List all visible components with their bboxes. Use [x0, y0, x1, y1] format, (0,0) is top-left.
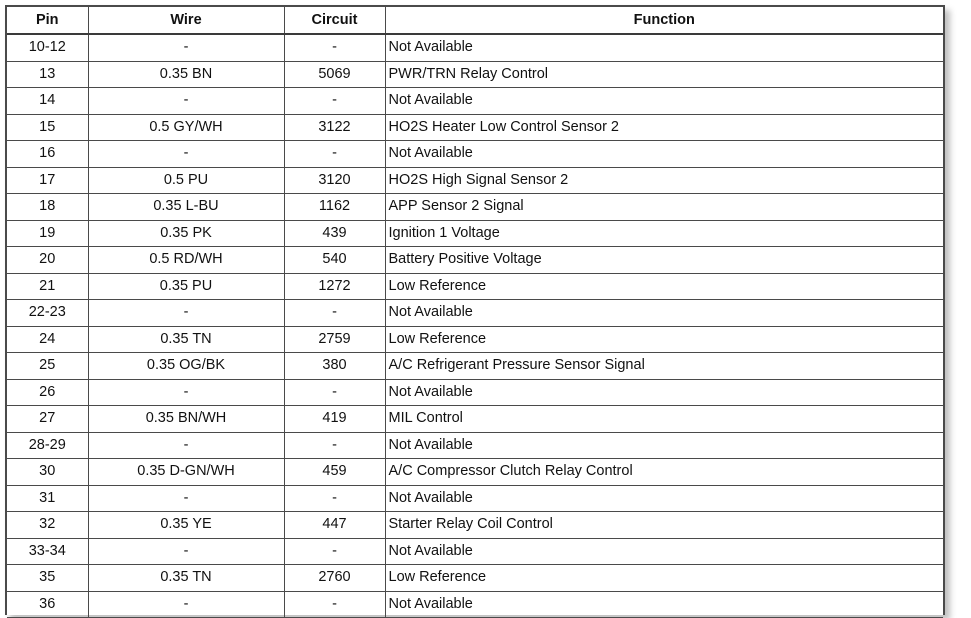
table-row [7, 379, 943, 406]
circuit-cell: 2759 [284, 326, 385, 353]
circuit-cell: - [284, 141, 385, 168]
table-row [7, 247, 943, 274]
table-row [7, 61, 943, 88]
wire-cell: 0.5 PU [88, 167, 284, 194]
circuit-cell: - [284, 485, 385, 512]
pin-cell: 30 [7, 459, 88, 486]
function-cell: Ignition 1 Voltage [385, 220, 943, 247]
table-row [7, 34, 943, 61]
function-cell: MIL Control [385, 406, 943, 433]
header-row [7, 7, 943, 34]
wire-cell: 0.35 TN [88, 565, 284, 592]
column-header-circuit: Circuit [284, 7, 385, 34]
function-cell: HO2S Heater Low Control Sensor 2 [385, 114, 943, 141]
circuit-cell: 1162 [284, 194, 385, 221]
table-row [7, 141, 943, 168]
wire-cell: 0.35 BN [88, 61, 284, 88]
function-cell: A/C Refrigerant Pressure Sensor Signal [385, 353, 943, 380]
circuit-cell: - [284, 34, 385, 61]
function-cell: Low Reference [385, 273, 943, 300]
wire-cell: - [88, 538, 284, 565]
circuit-cell: 3120 [284, 167, 385, 194]
pin-cell: 21 [7, 273, 88, 300]
pin-cell: 27 [7, 406, 88, 433]
pin-cell: 28-29 [7, 432, 88, 459]
function-cell: Battery Positive Voltage [385, 247, 943, 274]
pin-cell: 33-34 [7, 538, 88, 565]
pin-cell: 16 [7, 141, 88, 168]
pin-cell: 36 [7, 591, 88, 618]
circuit-cell: 439 [284, 220, 385, 247]
circuit-cell: 540 [284, 247, 385, 274]
function-cell: A/C Compressor Clutch Relay Control [385, 459, 943, 486]
circuit-cell: 1272 [284, 273, 385, 300]
pin-cell: 13 [7, 61, 88, 88]
table-row [7, 273, 943, 300]
wire-cell: 0.35 YE [88, 512, 284, 539]
circuit-cell: 447 [284, 512, 385, 539]
wire-cell: - [88, 34, 284, 61]
circuit-cell: 380 [284, 353, 385, 380]
function-cell: Low Reference [385, 326, 943, 353]
wire-cell: 0.35 PK [88, 220, 284, 247]
pin-cell: 19 [7, 220, 88, 247]
pin-cell: 26 [7, 379, 88, 406]
function-cell: HO2S High Signal Sensor 2 [385, 167, 943, 194]
wire-cell: - [88, 485, 284, 512]
table-body [7, 34, 943, 618]
pin-cell: 24 [7, 326, 88, 353]
function-cell: Starter Relay Coil Control [385, 512, 943, 539]
function-cell: Low Reference [385, 565, 943, 592]
circuit-cell: - [284, 379, 385, 406]
table-row [7, 538, 943, 565]
connector-pinout-table-frame [5, 5, 945, 615]
pin-cell: 32 [7, 512, 88, 539]
table-row [7, 88, 943, 115]
wire-cell: - [88, 141, 284, 168]
function-cell: PWR/TRN Relay Control [385, 61, 943, 88]
wire-cell: - [88, 432, 284, 459]
table-row [7, 485, 943, 512]
table-row [7, 220, 943, 247]
table-row [7, 326, 943, 353]
function-cell: Not Available [385, 88, 943, 115]
wire-cell: 0.35 BN/WH [88, 406, 284, 433]
pin-cell: 31 [7, 485, 88, 512]
function-cell: Not Available [385, 379, 943, 406]
wire-cell: - [88, 591, 284, 618]
circuit-cell: - [284, 88, 385, 115]
table-row [7, 432, 943, 459]
wire-cell: 0.35 D-GN/WH [88, 459, 284, 486]
pin-cell: 22-23 [7, 300, 88, 327]
table-row [7, 114, 943, 141]
pin-cell: 14 [7, 88, 88, 115]
pin-cell: 10-12 [7, 34, 88, 61]
table-row [7, 512, 943, 539]
circuit-cell: 2760 [284, 565, 385, 592]
wire-cell: 0.35 PU [88, 273, 284, 300]
function-cell: Not Available [385, 141, 943, 168]
column-header-pin: Pin [7, 7, 88, 34]
circuit-cell: 419 [284, 406, 385, 433]
function-cell: Not Available [385, 34, 943, 61]
table-row [7, 459, 943, 486]
wire-cell: 0.5 RD/WH [88, 247, 284, 274]
wire-cell: 0.35 L-BU [88, 194, 284, 221]
function-cell: Not Available [385, 485, 943, 512]
pin-cell: 15 [7, 114, 88, 141]
circuit-cell: 459 [284, 459, 385, 486]
function-cell: APP Sensor 2 Signal [385, 194, 943, 221]
pin-cell: 17 [7, 167, 88, 194]
wire-cell: - [88, 88, 284, 115]
circuit-cell: - [284, 538, 385, 565]
function-cell: Not Available [385, 432, 943, 459]
circuit-cell: 3122 [284, 114, 385, 141]
table-row [7, 167, 943, 194]
wire-cell: - [88, 300, 284, 327]
function-cell: Not Available [385, 591, 943, 618]
table-row [7, 591, 943, 618]
function-cell: Not Available [385, 300, 943, 327]
table-header [7, 7, 943, 34]
circuit-cell: - [284, 432, 385, 459]
pin-cell: 25 [7, 353, 88, 380]
table-row [7, 406, 943, 433]
column-header-wire: Wire [88, 7, 284, 34]
circuit-cell: 5069 [284, 61, 385, 88]
connector-pinout-table [7, 7, 943, 618]
circuit-cell: - [284, 591, 385, 618]
wire-cell: 0.5 GY/WH [88, 114, 284, 141]
wire-cell: - [88, 379, 284, 406]
table-row [7, 194, 943, 221]
table-row [7, 353, 943, 380]
circuit-cell: - [284, 300, 385, 327]
pin-cell: 35 [7, 565, 88, 592]
table-row [7, 300, 943, 327]
wire-cell: 0.35 OG/BK [88, 353, 284, 380]
pin-cell: 18 [7, 194, 88, 221]
column-header-function: Function [385, 7, 943, 34]
function-cell: Not Available [385, 538, 943, 565]
table-row [7, 565, 943, 592]
pin-cell: 20 [7, 247, 88, 274]
wire-cell: 0.35 TN [88, 326, 284, 353]
